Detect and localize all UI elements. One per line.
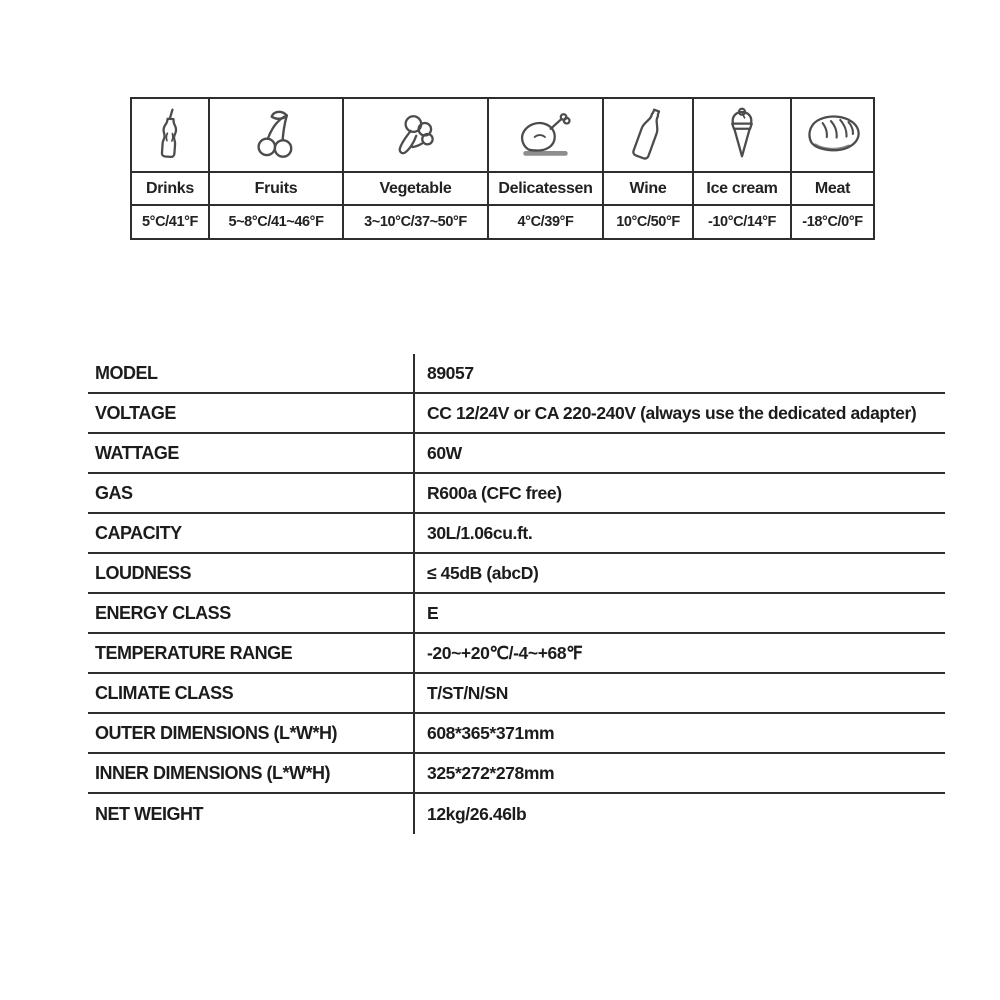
storage-temp-vegetable: 3~10°C/37~50°F: [344, 206, 487, 238]
delicatessen-cell: [489, 99, 602, 171]
spec-label: ENERGY CLASS: [95, 602, 231, 623]
spec-row-model: [88, 354, 945, 394]
spec-label: INNER DIMENSIONS (L*W*H): [95, 762, 330, 783]
spec-value: 325*272*278mm: [413, 754, 945, 792]
storage-temp-meat: -18°C/0°F: [792, 206, 873, 238]
storage-temp-fruits: 5~8°C/41~46°F: [210, 206, 342, 238]
ice-cream-cone-icon: [726, 107, 758, 163]
spec-row-temperature-range: [88, 634, 945, 674]
storage-label-fruits: Fruits: [210, 173, 342, 204]
spec-value: T/ST/N/SN: [413, 674, 945, 712]
spec-value: 30L/1.06cu.ft.: [413, 514, 945, 552]
specification-table: [88, 354, 945, 834]
roast-chicken-icon: [516, 111, 576, 159]
spec-label: MODEL: [95, 362, 158, 383]
food-storage-table: [130, 97, 875, 240]
spec-label: NET WEIGHT: [95, 803, 203, 824]
spec-row-energy-class: [88, 594, 945, 634]
spec-label: GAS: [95, 482, 133, 503]
storage-label-wine: Wine: [604, 173, 692, 204]
spec-row-loudness: [88, 554, 945, 594]
storage-label-ice-cream: Ice cream: [694, 173, 790, 204]
vegetable-cell: [344, 99, 487, 171]
spec-value: 60W: [413, 434, 945, 472]
wine-cell: [604, 99, 692, 171]
spec-row-net-weight: [88, 794, 945, 834]
storage-temp-drinks: 5°C/41°F: [132, 206, 208, 238]
steak-icon: [803, 111, 863, 159]
spec-row-climate-class: [88, 674, 945, 714]
spec-value: 89057: [413, 354, 945, 392]
spec-value: CC 12/24V or CA 220-240V (always use the dedicated adapter): [413, 394, 945, 432]
drinks-bottle-icon: [156, 107, 184, 163]
spec-label: CLIMATE CLASS: [95, 682, 234, 703]
storage-label-vegetable: Vegetable: [344, 173, 487, 204]
drinks-cell: [132, 99, 208, 171]
spec-row-inner-dimensions: [88, 754, 945, 794]
spec-label: OUTER DIMENSIONS (L*W*H): [95, 722, 337, 743]
storage-temp-wine: 10°C/50°F: [604, 206, 692, 238]
spec-row-gas: [88, 474, 945, 514]
storage-label-meat: Meat: [792, 173, 873, 204]
spec-value: -20~+20℃/-4~+68℉: [413, 634, 945, 672]
spec-row-outer-dimensions: [88, 714, 945, 754]
spec-row-capacity: [88, 514, 945, 554]
spec-label: TEMPERATURE RANGE: [95, 642, 293, 663]
spec-label: LOUDNESS: [95, 562, 192, 583]
cherries-icon: [251, 108, 301, 162]
spec-value: E: [413, 594, 945, 632]
storage-label-drinks: Drinks: [132, 173, 208, 204]
spec-label: CAPACITY: [95, 522, 182, 543]
broccoli-icon: [390, 110, 442, 160]
ice-cream-cell: [694, 99, 790, 171]
storage-temp-delicatessen: 4°C/39°F: [489, 206, 602, 238]
spec-value: 12kg/26.46lb: [413, 794, 945, 834]
spec-row-voltage: [88, 394, 945, 434]
storage-label-delicatessen: Delicatessen: [489, 173, 602, 204]
storage-temp-ice-cream: -10°C/14°F: [694, 206, 790, 238]
fruits-cell: [210, 99, 342, 171]
wine-bottle-icon: [631, 106, 665, 164]
spec-label: VOLTAGE: [95, 402, 176, 423]
spec-label: WATTAGE: [95, 442, 179, 463]
spec-value: R600a (CFC free): [413, 474, 945, 512]
meat-cell: [792, 99, 873, 171]
spec-value: 608*365*371mm: [413, 714, 945, 752]
spec-value: ≤ 45dB (abcD): [413, 554, 945, 592]
spec-row-wattage: [88, 434, 945, 474]
